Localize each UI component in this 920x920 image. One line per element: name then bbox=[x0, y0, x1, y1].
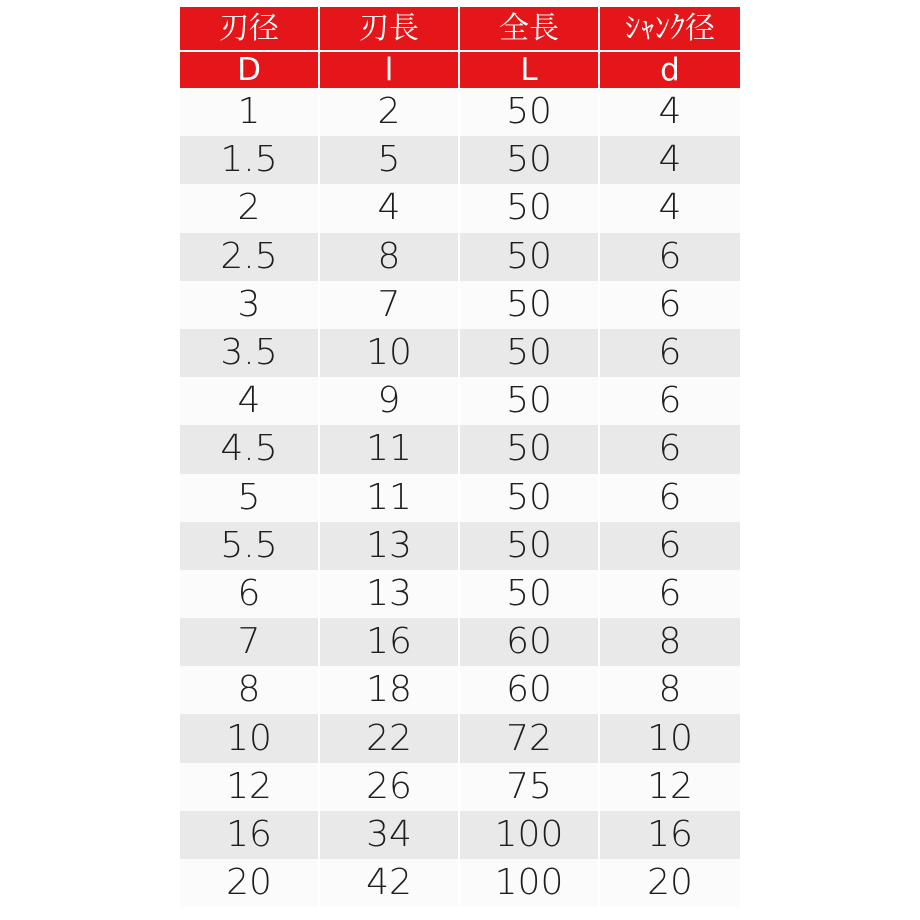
cell-overall-length: 72 bbox=[460, 714, 600, 762]
cell-blade-length: 13 bbox=[320, 522, 460, 570]
table-row bbox=[180, 136, 740, 184]
cell-shank-diameter: 6 bbox=[600, 233, 740, 281]
table-row bbox=[180, 329, 740, 377]
cell-overall-length: 50 bbox=[460, 522, 600, 570]
cell-overall-length: 50 bbox=[460, 184, 600, 232]
cell-blade-length: 4 bbox=[320, 184, 460, 232]
cell-blade-diameter: 12 bbox=[180, 763, 320, 811]
cell-blade-length: 11 bbox=[320, 474, 460, 522]
cell-blade-length: 42 bbox=[320, 859, 460, 907]
header-shank-diameter: ｼｬﾝｸ径 bbox=[600, 7, 740, 52]
cell-blade-diameter: 7 bbox=[180, 618, 320, 666]
cell-blade-diameter: 20 bbox=[180, 859, 320, 907]
cell-blade-length: 7 bbox=[320, 281, 460, 329]
cell-blade-length: 9 bbox=[320, 377, 460, 425]
table-row bbox=[180, 233, 740, 281]
cell-overall-length: 50 bbox=[460, 377, 600, 425]
header-overall-length: 全長 bbox=[460, 7, 600, 52]
symbol-overall-length: L bbox=[460, 52, 600, 88]
dimension-spec-table bbox=[180, 7, 740, 907]
table-row bbox=[180, 763, 740, 811]
cell-overall-length: 50 bbox=[460, 425, 600, 473]
cell-shank-diameter: 6 bbox=[600, 329, 740, 377]
cell-overall-length: 50 bbox=[460, 570, 600, 618]
cell-shank-diameter: 8 bbox=[600, 618, 740, 666]
cell-blade-length: 2 bbox=[320, 88, 460, 136]
table-row bbox=[180, 859, 740, 907]
cell-blade-length: 18 bbox=[320, 666, 460, 714]
cell-blade-length: 34 bbox=[320, 811, 460, 859]
cell-blade-diameter: 4 bbox=[180, 377, 320, 425]
table-row bbox=[180, 88, 740, 136]
cell-shank-diameter: 4 bbox=[600, 88, 740, 136]
cell-blade-diameter: 5 bbox=[180, 474, 320, 522]
cell-shank-diameter: 6 bbox=[600, 474, 740, 522]
cell-blade-diameter: 5.5 bbox=[180, 522, 320, 570]
symbol-blade-length: l bbox=[320, 52, 460, 88]
cell-overall-length: 100 bbox=[460, 811, 600, 859]
cell-blade-length: 26 bbox=[320, 763, 460, 811]
cell-shank-diameter: 6 bbox=[600, 377, 740, 425]
cell-shank-diameter: 6 bbox=[600, 281, 740, 329]
cell-blade-length: 11 bbox=[320, 425, 460, 473]
cell-shank-diameter: 4 bbox=[600, 184, 740, 232]
cell-overall-length: 50 bbox=[460, 233, 600, 281]
cell-shank-diameter: 10 bbox=[600, 714, 740, 762]
table-row bbox=[180, 425, 740, 473]
cell-blade-diameter: 1 bbox=[180, 88, 320, 136]
cell-overall-length: 50 bbox=[460, 474, 600, 522]
cell-blade-diameter: 10 bbox=[180, 714, 320, 762]
cell-blade-diameter: 1.5 bbox=[180, 136, 320, 184]
table-row bbox=[180, 714, 740, 762]
table-body bbox=[180, 88, 740, 907]
cell-blade-diameter: 8 bbox=[180, 666, 320, 714]
header-blade-diameter: 刃径 bbox=[180, 7, 320, 52]
cell-overall-length: 100 bbox=[460, 859, 600, 907]
header-blade-length: 刃長 bbox=[320, 7, 460, 52]
table-row bbox=[180, 618, 740, 666]
cell-shank-diameter: 12 bbox=[600, 763, 740, 811]
symbol-blade-diameter: D bbox=[180, 52, 320, 88]
cell-blade-length: 13 bbox=[320, 570, 460, 618]
cell-blade-length: 5 bbox=[320, 136, 460, 184]
cell-shank-diameter: 6 bbox=[600, 425, 740, 473]
header-row-symbols bbox=[180, 52, 740, 88]
table-row bbox=[180, 377, 740, 425]
cell-blade-length: 10 bbox=[320, 329, 460, 377]
cell-shank-diameter: 4 bbox=[600, 136, 740, 184]
cell-overall-length: 50 bbox=[460, 88, 600, 136]
cell-blade-length: 22 bbox=[320, 714, 460, 762]
cell-shank-diameter: 6 bbox=[600, 522, 740, 570]
cell-blade-diameter: 3.5 bbox=[180, 329, 320, 377]
table-row bbox=[180, 184, 740, 232]
cell-blade-diameter: 16 bbox=[180, 811, 320, 859]
cell-shank-diameter: 6 bbox=[600, 570, 740, 618]
cell-blade-diameter: 6 bbox=[180, 570, 320, 618]
cell-blade-length: 16 bbox=[320, 618, 460, 666]
symbol-shank-diameter: d bbox=[600, 52, 740, 88]
table-row bbox=[180, 666, 740, 714]
table-row bbox=[180, 474, 740, 522]
cell-shank-diameter: 20 bbox=[600, 859, 740, 907]
cell-overall-length: 60 bbox=[460, 618, 600, 666]
table-row bbox=[180, 570, 740, 618]
cell-overall-length: 50 bbox=[460, 281, 600, 329]
cell-shank-diameter: 8 bbox=[600, 666, 740, 714]
table-row bbox=[180, 811, 740, 859]
table-row bbox=[180, 281, 740, 329]
cell-shank-diameter: 16 bbox=[600, 811, 740, 859]
header-row-japanese bbox=[180, 7, 740, 52]
cell-overall-length: 75 bbox=[460, 763, 600, 811]
table-row bbox=[180, 522, 740, 570]
cell-overall-length: 50 bbox=[460, 136, 600, 184]
cell-blade-diameter: 2 bbox=[180, 184, 320, 232]
table-header bbox=[180, 7, 740, 88]
cell-blade-diameter: 3 bbox=[180, 281, 320, 329]
cell-overall-length: 60 bbox=[460, 666, 600, 714]
cell-blade-diameter: 2.5 bbox=[180, 233, 320, 281]
cell-blade-length: 8 bbox=[320, 233, 460, 281]
cell-blade-diameter: 4.5 bbox=[180, 425, 320, 473]
cell-overall-length: 50 bbox=[460, 329, 600, 377]
